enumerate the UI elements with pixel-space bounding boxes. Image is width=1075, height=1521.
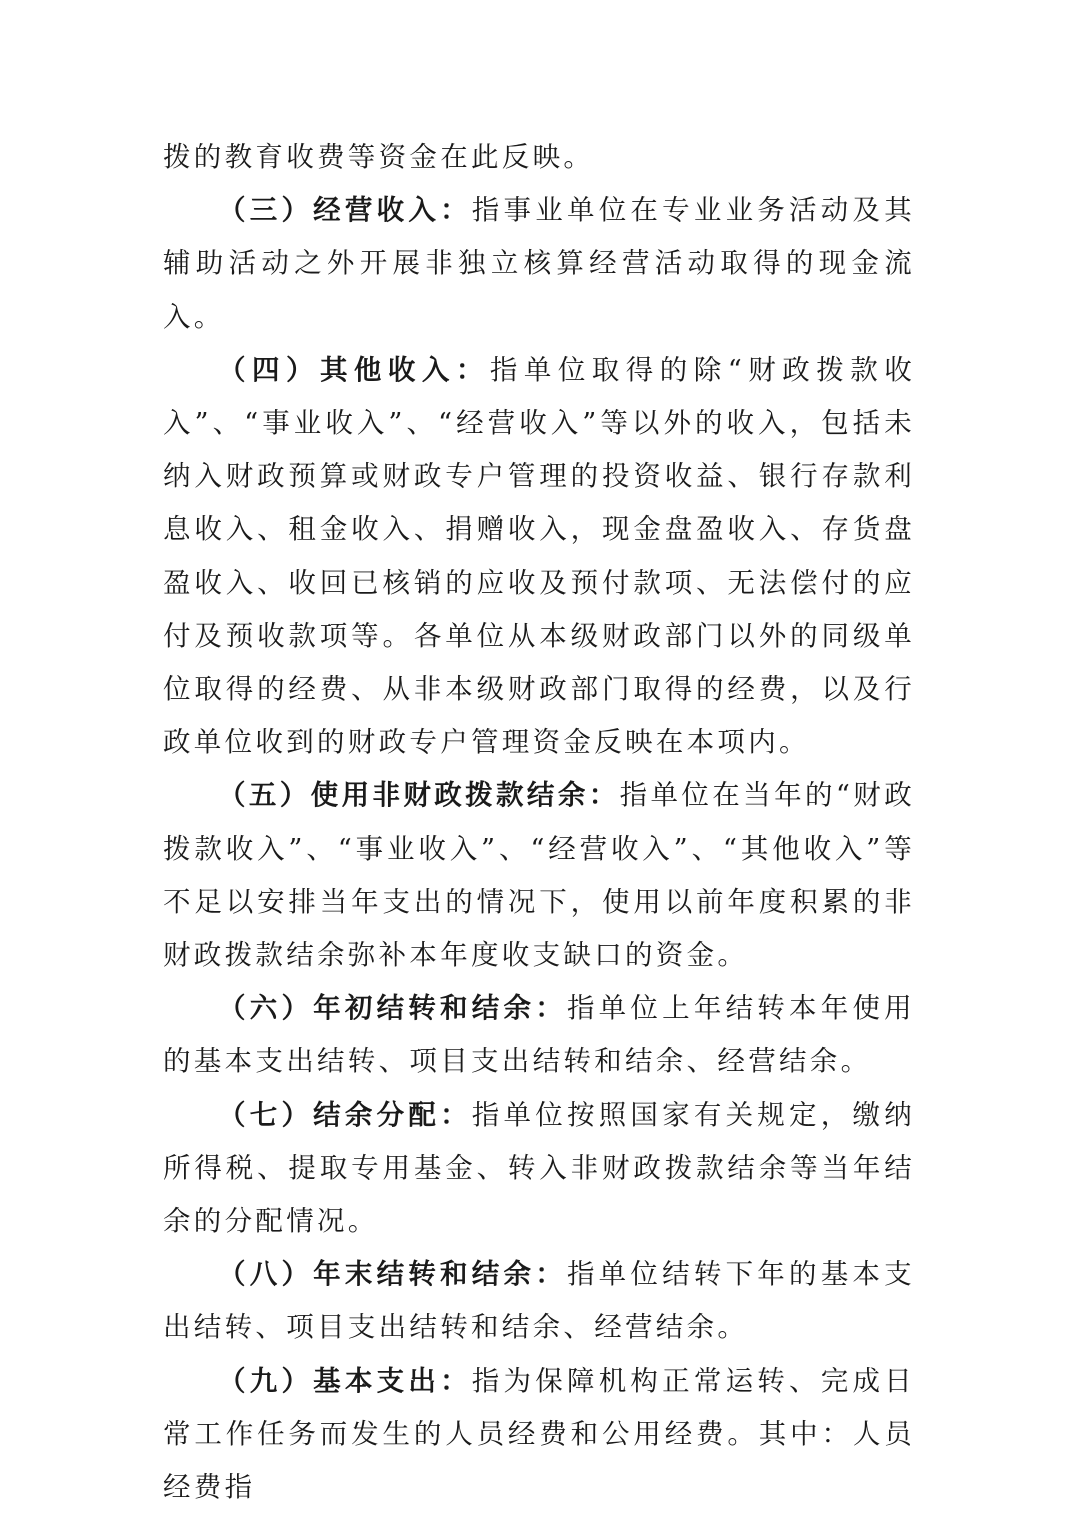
paragraph-text: 指单位按照国家有关规定，缴纳所得税、提取专用基金、转入非财政拨款结余等当年结余的分配情况。 — [163, 1098, 915, 1238]
term-surplus-distribution: （七）结余分配： — [218, 1098, 472, 1131]
paragraph-text: 指单位上年结转本年使用的基本支出结转、项目支出结转和结余、经营结余。 — [163, 992, 915, 1078]
paragraph-text: 指单位结转下年的基本支出结转、项目支出结转和结余、经营结余。 — [163, 1258, 915, 1344]
paragraph-non-fiscal-balance — [163, 769, 915, 982]
paragraph-closing-carryover — [163, 1248, 915, 1354]
paragraph-text: 拨的教育收费等资金在此反映。 — [163, 141, 595, 173]
paragraph-text: 指事业单位在专业业务活动及其辅助活动之外开展非独立核算经营活动取得的现金流入。 — [163, 194, 915, 333]
paragraph-other-income — [163, 344, 915, 770]
term-closing-carryover: （八）年末结转和结余： — [218, 1258, 567, 1291]
paragraph-text: 指为保障机构正常运转、完成日常工作任务而发生的人员经费和公用经费。其中：人员经费指 — [163, 1364, 915, 1504]
paragraph-basic-expenditure — [163, 1355, 915, 1515]
term-non-fiscal-balance: （五）使用非财政拨款结余： — [218, 779, 620, 812]
document-body — [163, 131, 915, 1514]
term-other-income: （四）其他收入： — [218, 353, 490, 386]
paragraph-operating-income — [163, 184, 915, 344]
paragraph-continuation — [163, 131, 915, 184]
term-basic-expenditure: （九）基本支出： — [218, 1364, 472, 1397]
term-operating-income: （三）经营收入： — [218, 194, 472, 227]
paragraph-text: 指单位在当年的“财政拨款收入”、“事业收入”、“经营收入”、“其他收入”等不足以安排当年支出的情况下，使用以前年度积累的非财政拨款结余弥补本年度收支缺口的资金。 — [163, 779, 915, 972]
term-opening-carryover: （六）年初结转和结余： — [218, 992, 567, 1025]
paragraph-surplus-distribution — [163, 1089, 915, 1249]
paragraph-text: 指单位取得的除“财政拨款收入”、“事业收入”、“经营收入”等以外的收入，包括未纳入财政预算或财政专户管理的投资收益、银行存款利息收入、租金收入、捐赠收入，现金盘盈收入、存货盘盈收入、收回已核销的应收及预付款项、无法偿付的应付及预收款项等。各单位从本级财政部门以外的同级单位取得的经费、从非本级财政部门取得的经费，以及行政单位收到的财政专户管理资金反映在本项内。 — [163, 353, 915, 759]
paragraph-opening-carryover — [163, 982, 915, 1088]
